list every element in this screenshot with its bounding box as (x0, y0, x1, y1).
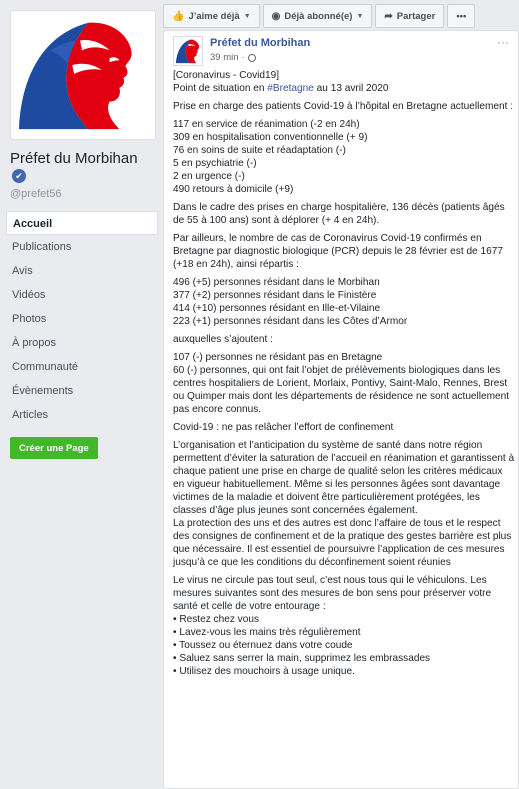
follow-page-button[interactable] (263, 4, 373, 28)
post-intro-line-2 (173, 82, 515, 95)
follow-page-label: Déjà abonné(e) (284, 10, 353, 22)
chevron-down-icon: ▼ (243, 12, 251, 20)
post-timestamp[interactable]: 39 min (210, 52, 239, 63)
page-handle[interactable]: @prefet56 (10, 188, 62, 200)
marianne-logo-icon (174, 37, 202, 65)
nav-item-communaute[interactable]: Communauté (12, 361, 79, 373)
measures-paragraph (173, 574, 515, 678)
post-paragraph: Prise en charge des patients Covid-19 à l’hôpital en Bretagne actuellement : (173, 101, 514, 112)
additional-cases (173, 351, 515, 416)
list-item: 414 (+10) personnes résidant en Ille-et-Vilaine (173, 303, 381, 314)
list-item: 60 (-) personnes, qui ont fait l’objet de prélèvements biologiques dans les centres hospitaliers de Lorient, Morlaix, Pontivy, Saint-Malo, Rennes, Brest ou Quimper mais dont les départements de résidence ne sont actuellement pas encore connus. (173, 365, 510, 415)
list-item: 496 (+5) personnes résidant dans le Morbihan (173, 277, 380, 288)
like-page-label: J’aime déjà (188, 10, 240, 22)
list-item: 309 en hospitalisation conventionnelle (+ 9) (173, 132, 368, 143)
post-author-name[interactable]: Préfet du Morbihan (210, 37, 311, 49)
verified-badge-icon: ✔ (12, 169, 26, 183)
list-item: • Restez chez vous (173, 614, 260, 625)
post-author-avatar[interactable] (173, 36, 203, 66)
nav-item-articles[interactable]: Articles (12, 409, 49, 421)
more-options-button[interactable]: ••• (447, 4, 475, 28)
post-meta (210, 52, 256, 63)
share-page-label: Partager (396, 10, 436, 22)
list-item: • Lavez-vous les mains très régulièrement (173, 627, 361, 638)
nav-item-evenements[interactable]: Évènements (12, 385, 74, 397)
post-paragraph: auxquelles s’ajoutent : (173, 334, 273, 345)
list-item: 5 en psychiatrie (-) (173, 158, 257, 169)
like-page-button[interactable] (163, 4, 260, 28)
list-item: • Toussez ou éternuez dans votre coude (173, 640, 353, 651)
nav-item-publications[interactable]: Publications (12, 241, 72, 253)
page-profile-picture[interactable] (10, 10, 156, 140)
nav-item-a-propos[interactable]: À propos (12, 337, 57, 349)
department-stats-list (173, 276, 515, 328)
post-intro-line-1: [Coronavirus - Covid19] (173, 70, 280, 81)
list-item: 223 (+1) personnes résidant dans les Côtes d’Armor (173, 316, 408, 327)
page-name[interactable]: Préfet du Morbihan (10, 150, 138, 167)
page-sidebar (0, 0, 160, 789)
meta-separator: · (241, 52, 245, 63)
intro-suffix: au 13 avril 2020 (313, 83, 389, 94)
list-item: 76 en soins de suite et réadaptation (-) (173, 145, 346, 156)
nav-item-videos[interactable]: Vidéos (12, 289, 46, 301)
globe-icon (248, 54, 256, 62)
page-navigation (6, 211, 158, 427)
post-options-button[interactable]: ··· (497, 35, 509, 49)
list-item: • Utilisez des mouchoirs à usage unique. (173, 666, 355, 677)
list-item: 2 en urgence (-) (173, 171, 245, 182)
share-page-button[interactable] (375, 4, 444, 28)
list-item: 117 en service de réanimation (-2 en 24h) (173, 119, 360, 130)
create-page-button[interactable]: Créer une Page (10, 437, 98, 459)
chevron-down-icon: ▼ (356, 12, 364, 20)
post-paragraph: Par ailleurs, le nombre de cas de Coronavirus Covid-19 confirmés en Bretagne par diagnostic biologique (PCR) depuis le 28 février est de 1677 (+18 en 24h), ainsi répartis : (173, 233, 503, 270)
list-item: 377 (+2) personnes résidant dans le Finistère (173, 290, 377, 301)
list-item: 490 retours à domicile (+9) (173, 184, 294, 195)
nav-item-avis[interactable]: Avis (12, 265, 33, 277)
thumbs-up-icon: 👍 (172, 10, 185, 22)
post-paragraph: Le virus ne circule pas tout seul, c’est nous tous qui le véhiculons. Les mesures suivantes sont des mesures de bon sens pour préserver votre santé et celle de votre entourage : (173, 575, 492, 612)
post-paragraph: L’organisation et l’anticipation du système de santé dans notre région permettent d’éviter la saturation de l’accueil en réanimation et garantissent à chaque patient une prise en charge de qualité selon les critères médicaux en vigueur habituellement. Même si les personnes âgées sont davantage victimes de la maladie et doivent être particulièrement protégées, les classes d’âge plus jeunes sont concernées également. (173, 440, 515, 516)
post-intro (173, 69, 515, 95)
rss-icon: ◉ (271, 10, 281, 22)
page-action-bar (163, 4, 475, 28)
post-paragraph: Covid-19 : ne pas relâcher l’effort de confinement (173, 422, 394, 433)
share-arrow-icon: ➦ (384, 10, 393, 22)
hashtag-link[interactable]: #Bretagne (267, 83, 314, 94)
list-item: 107 (-) personnes ne résidant pas en Bretagne (173, 352, 383, 363)
marianne-logo-icon (11, 11, 155, 139)
intro-prefix: Point de situation en (173, 83, 268, 94)
post-card (163, 30, 519, 789)
confinement-paragraph (173, 439, 515, 569)
post-text (173, 69, 515, 683)
hospital-stats-list (173, 118, 515, 196)
nav-item-photos[interactable]: Photos (12, 313, 47, 325)
list-item: • Saluez sans serrer la main, supprimez les embrassades (173, 653, 431, 664)
post-paragraph: Dans le cadre des prises en charge hospitalière, 136 décès (patients âgés de 55 à 100 ans) sont à déplorer (+ 4 en 24h). (173, 202, 505, 226)
nav-item-accueil[interactable]: Accueil (6, 211, 158, 235)
post-paragraph: La protection des uns et des autres est donc l’affaire de tous et le respect des consignes de confinement et de la pratique des gestes barrière est plus que nécessaire. Il est essentiel de poursuivre l’application de ces mesures jusqu’à ce que les conditions du déconfinement soient réunies (173, 518, 512, 568)
